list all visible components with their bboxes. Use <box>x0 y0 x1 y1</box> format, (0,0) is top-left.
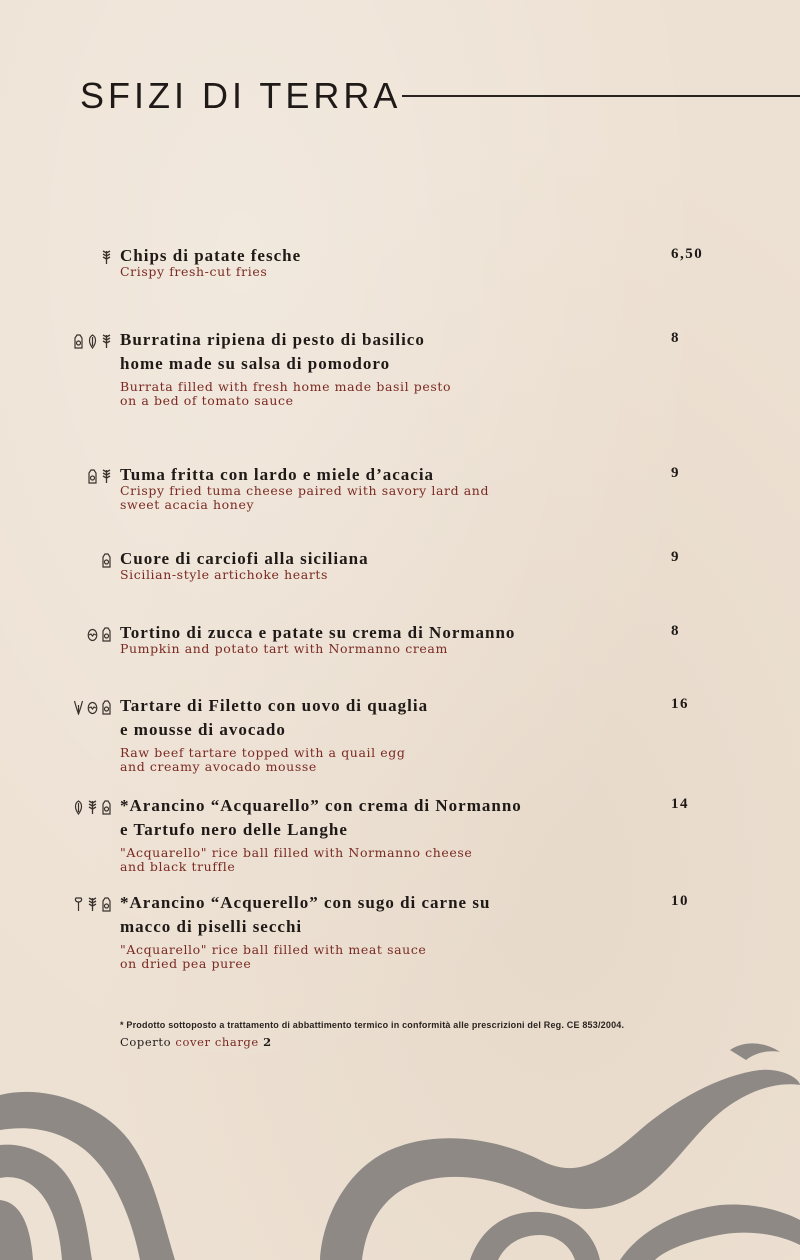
item-description-line: and black truffle <box>120 859 236 874</box>
celery-icon <box>73 896 84 912</box>
item-price: 6,50 <box>671 246 704 262</box>
allergen-icons <box>73 332 112 350</box>
allergen-icons <box>101 248 112 266</box>
item-description-line: "Acquarello" rice ball filled with meat sauce <box>120 942 427 957</box>
egg-icon <box>87 626 98 642</box>
item-description <box>120 943 640 971</box>
allergen-icons <box>101 551 112 569</box>
item-name-line: *Arancino “Acquerello” con sugo di carne su <box>120 893 491 912</box>
item-name-line: *Arancino “Acquarello” con crema di Normanno <box>120 796 522 815</box>
cover-charge-label-en: cover charge <box>175 1035 259 1049</box>
item-name <box>120 328 640 376</box>
item-price: 14 <box>671 796 689 812</box>
item-price: 9 <box>671 549 680 565</box>
nut-icon <box>87 333 98 349</box>
item-name-line: Tuma fritta con lardo e miele d’acacia <box>120 465 435 484</box>
item-description-line: Crispy fried tuma cheese paired with savory lard and <box>120 483 490 498</box>
item-description <box>120 746 640 774</box>
item-price: 8 <box>671 623 680 639</box>
title-divider <box>402 95 800 97</box>
item-name <box>120 794 640 842</box>
egg-icon <box>87 699 98 715</box>
item-description <box>120 380 640 408</box>
wheat-icon <box>101 333 112 349</box>
item-price: 16 <box>671 696 689 712</box>
allergen-icons <box>73 895 112 913</box>
allergen-icons <box>87 625 112 643</box>
milk-carton-icon <box>101 896 112 912</box>
item-name-line: Tortino di zucca e patate su crema di Normanno <box>120 623 516 642</box>
item-description-line: on a bed of tomato sauce <box>120 393 294 408</box>
milk-carton-icon <box>101 626 112 642</box>
milk-carton-icon <box>87 468 98 484</box>
item-description <box>120 484 640 512</box>
nut-icon <box>73 799 84 815</box>
item-description-line: on dried pea puree <box>120 956 252 971</box>
page-title: SFIZI DI TERRA <box>80 75 402 116</box>
wheat-icon <box>101 249 112 265</box>
item-name <box>120 891 640 939</box>
wheat-icon <box>87 896 98 912</box>
item-price: 8 <box>671 330 680 346</box>
cover-charge-label: Coperto <box>120 1035 172 1049</box>
item-name-line: Tartare di Filetto con uovo di quaglia <box>120 696 429 715</box>
octopus-illustration <box>0 1030 800 1260</box>
item-name-line: macco di piselli secchi <box>120 917 303 936</box>
item-description <box>120 642 640 656</box>
milk-carton-icon <box>101 799 112 815</box>
wheat-icon <box>87 799 98 815</box>
milk-carton-icon <box>73 333 84 349</box>
item-name <box>120 694 640 742</box>
milk-carton-icon <box>101 699 112 715</box>
item-name-line: e mousse di avocado <box>120 720 286 739</box>
item-description-line: "Acquarello" rice ball filled with Normanno cheese <box>120 845 473 860</box>
item-description <box>120 265 640 279</box>
item-name-line: home made su salsa di pomodoro <box>120 354 391 373</box>
milk-carton-icon <box>101 552 112 568</box>
item-description-line: sweet acacia honey <box>120 497 255 512</box>
mustard-icon <box>73 699 84 715</box>
footnote: * Prodotto sottoposto a trattamento di abbattimento termico in conformità alle prescrizioni del Reg. CE 853/2004. <box>120 1020 625 1030</box>
item-description-line: Raw beef tartare topped with a quail egg <box>120 745 406 760</box>
item-name-line: Cuore di carciofi alla siciliana <box>120 549 369 568</box>
item-description <box>120 846 640 874</box>
item-description-line: and creamy avocado mousse <box>120 759 317 774</box>
allergen-icons <box>73 698 112 716</box>
wheat-icon <box>101 468 112 484</box>
allergen-icons <box>87 467 112 485</box>
item-name-line: e Tartufo nero delle Langhe <box>120 820 348 839</box>
cover-charge-price: 2 <box>263 1035 272 1049</box>
allergen-icons <box>73 798 112 816</box>
item-description <box>120 568 640 582</box>
item-description-line: Burrata filled with fresh home made basil pesto <box>120 379 452 394</box>
item-price: 9 <box>671 465 680 481</box>
item-description-line: Crispy fresh-cut fries <box>120 264 268 279</box>
item-price: 10 <box>671 893 689 909</box>
item-description-line: Pumpkin and potato tart with Normanno cream <box>120 641 448 656</box>
item-name-line: Burratina ripiena di pesto di basilico <box>120 330 425 349</box>
item-description-line: Sicilian-style artichoke hearts <box>120 567 329 582</box>
item-name-line: Chips di patate fesche <box>120 246 302 265</box>
